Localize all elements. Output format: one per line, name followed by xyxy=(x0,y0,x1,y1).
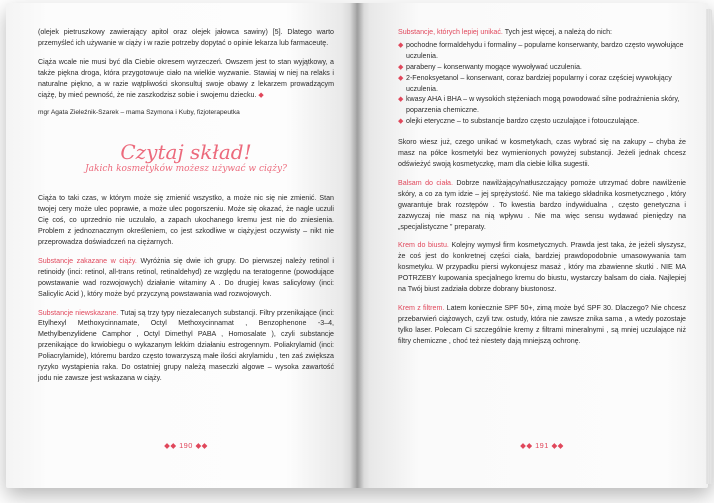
diamond-icon: ◆ xyxy=(398,62,404,71)
diamond-icon: ◆ xyxy=(398,40,404,49)
right-page xyxy=(356,3,708,488)
lead-sunscreen: Krem z filtrem. xyxy=(398,303,445,312)
list-item: ◆ olejki eteryczne – to substancje bardzo często uczulające i fotouczulające. xyxy=(398,117,640,126)
paragraph-shopping: Skoro wiesz już, czego unikać w kosmetykach, czas wybrać się na zakupy – chyba że masz na półce kosmetyki bez wymienionych powyżej substancji. Jeżeli jednak chcesz odświeżyć swoją kosmetyczkę, mam dla ciebie kilka sugestii. xyxy=(398,138,686,168)
list-item: ◆ pochodne formaldehydu i formaliny – popularne konserwanty, bardzo często wywołujące uczulenia. xyxy=(398,40,684,60)
diamond-icon: ◆ xyxy=(258,90,264,99)
lead-body-balm: Balsam do ciała. xyxy=(398,178,453,187)
section-heading: Czytaj skład! xyxy=(120,140,252,165)
paragraph-sunscreen: Krem z filtrem. Latem koniecznie SPF 50+, zimą może być SPF 30. Dlaczego? Nie chcesz przebarwień ciążowych, czyli tzw. ostudy, która nie zawsze znika sama , a wtedy pozostaje tylko laser. Polecam Ci szczególnie kremy z filtrami mineralnymi , są mniej uczulające niż filtry chemiczne , choć też niestety dają mniejszą ochronę. xyxy=(398,303,686,345)
list-item: ◆ parabeny – konserwanty mogące wywoływać uczulenia. xyxy=(398,62,582,71)
page-edges xyxy=(706,9,712,484)
paragraph-avoid-intro: Substancje, których lepiej unikać. Tych jest więcej, a należą do nich: xyxy=(398,28,612,36)
lead-not-recommended: Substancje niewskazane. xyxy=(38,308,119,317)
paragraph-oils: (olejek pietruszkowy zawierający apitol oraz olejek jałowca sawiny) [5]. Dlatego warto przemyśleć ich używanie w ciąży i w razie potrzeby dopytać o opinie lekarza lub farmaceutę. xyxy=(38,28,334,47)
lead-forbidden: Substancje zakazane w ciąży. xyxy=(38,256,137,265)
diamond-icon: ◆ xyxy=(398,117,404,126)
diamond-icon: ◆ xyxy=(398,73,404,82)
lead-avoid: Substancje, których lepiej unikać. xyxy=(398,28,503,36)
author-signature: mgr Agata Zieleźnik-Szarek – mama Szymona i Kuby, fizjoterapeutka xyxy=(38,109,240,117)
paragraph-not-recommended: Substancje niewskazane. Tutaj są trzy typy niezalecanych substancji. Filtry przenikające (inci: Etylhexyl Methoxycinnamate, Octyl Methoxycinnamat , Benzophenone -3–4, Methylbenzylidene Camphor , Octyl Dimethyl PABA , Homosalate ), czyli substancje przenikające do krwiobiegu o wykazanym lekkim działaniu estrogennym. Poliakrylamid (inci: Poliacrylamide), któremu bardzo często towarzyszą małe ilości akrylamidu , ten zaś zwiększa ryzyko wystąpienia raka. Do ostatniej grupy należą maseczki algowe – wysoka zawartość jodu nie zawsze jest wskazana w ciąży. xyxy=(38,308,334,382)
list-item: ◆ 2-Fenoksyetanol – konserwant, coraz bardziej popularny i coraz częściej wywołujący uczulenia. xyxy=(398,73,672,93)
diamond-icon: ◆ xyxy=(398,95,404,104)
section-subheading: Jakich kosmetyków możesz używać w ciąży? xyxy=(85,164,287,175)
page-number-right: ◆◆ 191 ◆◆ xyxy=(520,441,564,450)
paragraph-pregnancy: Ciąża wcale nie musi być dla Ciebie okresem wyrzeczeń. Owszem jest to stan wyjątkowy, a także piękna droga, która przygotowuje ciało na wielkie wyzwanie. Stawiaj w niej na relaks i naturalne piękno, a w razie wątpliwości skonsultuj swoje obawy z lekarzem prowadzącym ciążę, by mieć pewność, że nie zaszkodzisz sobie i swojemu dziecku. ◆ xyxy=(38,57,334,99)
left-page xyxy=(6,3,356,488)
paragraph-intro: Ciąża to taki czas, w którym może się zmienić wszystko, a może nic się nie zmienić. Stan twojej cery może ulec poprawie, a może ulec pogorszeniu. Może się okazać, że nagle uczuli Cię coś, co uprzednio nie uczulało, a zapach ukochanego kremu jest nie do zniesienia. Problem z jednoznacznym określeniem, co jest szkodliwe w ciąży,jest oczywisty – nikt nie przeprowadza doświadczeń na ciężarnych. xyxy=(38,194,334,246)
paragraph-forbidden: Substancje zakazane w ciąży. Wyróżnia się dwie ich grupy. Do pierwszej należy retinol i retinoidy (inci: retinol, all-trans retinol, retinaldehyd) ze względu na teratogenne (powodujące powstawanie wad rozwojowych) działanie witaminy A . Do drugiej kwas salicylowy (inci: Salicylic Acid ), który może być przyczyną powstawania wad rozwojowych. xyxy=(38,256,334,298)
list-item: ◆ kwasy AHA i BHA – w wysokich stężeniach mogą powodować silne podrażnienia skóry, poparzenia chemiczne. xyxy=(398,95,680,115)
paragraph-bust-cream: Krem do biustu. Kolejny wymysł firm kosmetycznych. Prawda jest taka, że jeżeli słyszysz, że coś jest do konkretnej części ciała, bardziej prawdopodobnie umasowywania tam kosmetyku. W przypadku piersi wykonujesz masaż , który ma zbawienne skutki . NIE MA POTRZEBY kupowania specjalnego kremu do biustu, wystarczy balsam do ciała. Najlepiej na Twój biust zadziała dobrze dobrany biustonosz. xyxy=(398,241,686,294)
lead-bust-cream: Krem do biustu. xyxy=(398,241,449,250)
avoid-list xyxy=(398,40,686,127)
paragraph-body-balm: Balsam do ciała. Dobrze nawilżający/natłuszczający pomoże utrzymać dobre nawilżenie skóry, a co za tym idzie – jej sprężystość. Nie ma takiego składnika kosmetycznego , który gwarantuje brak rozstępów . To kwestia bardzo indywidualna , często genetyczna i zazwyczaj nie masz na nią wpływu . Nie ma więc sensu wydawać pieniędzy na „specjalistyczne ” preparaty. xyxy=(398,178,687,231)
page-number-left: ◆◆ 190 ◆◆ xyxy=(164,441,208,450)
open-book xyxy=(6,3,708,488)
